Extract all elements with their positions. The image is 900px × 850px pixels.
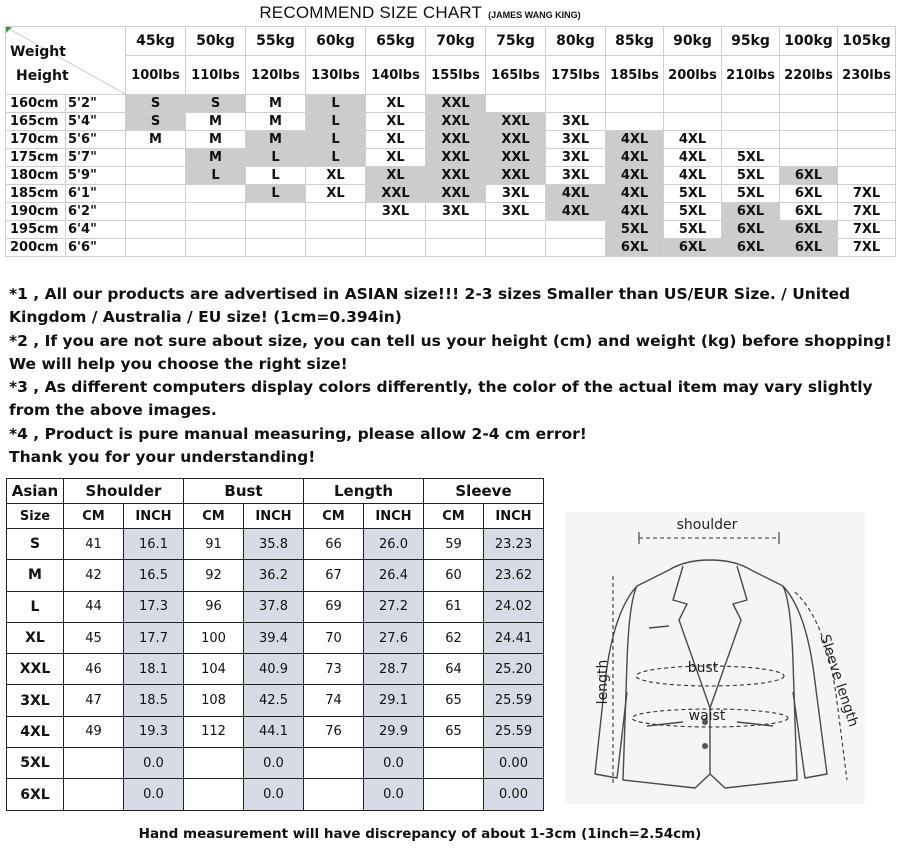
weight-kg-header: 60kg (306, 27, 366, 56)
size-cell: 4XL (664, 131, 722, 149)
note-thanks: Thank you for your understanding! (9, 448, 316, 467)
size-cell (838, 95, 896, 113)
size-cell (126, 203, 186, 221)
measure-value-cell: 47 (64, 685, 124, 716)
height-header: Height (16, 68, 69, 84)
size-cell: 3XL (486, 203, 546, 221)
size-cell (606, 113, 664, 131)
weight-lbs-header: 130lbs (306, 56, 366, 95)
size-cell: XL (366, 113, 426, 131)
size-cell: M (186, 131, 246, 149)
weight-lbs-header: 140lbs (366, 56, 426, 95)
size-cell: 6XL (722, 203, 780, 221)
size-cell (306, 221, 366, 239)
weight-lbs-header: 210lbs (722, 56, 780, 95)
measure-value-cell (304, 779, 364, 810)
measure-value-cell: 0.0 (124, 779, 184, 810)
unit-inch-header: INCH (484, 504, 544, 529)
measure-value-cell (64, 779, 124, 810)
size-cell (126, 239, 186, 257)
size-cell: L (306, 149, 366, 167)
measure-value-cell: 0.0 (124, 748, 184, 779)
table-row (7, 716, 544, 747)
size-cell (186, 185, 246, 203)
size-cell: 5XL (664, 203, 722, 221)
size-cell (838, 113, 896, 131)
diagram-background (565, 512, 865, 804)
asian-size-cell: 3XL (7, 685, 64, 716)
measure-value-cell: 24.41 (484, 622, 544, 653)
size-cell: 4XL (606, 167, 664, 185)
table-corner-header (6, 27, 126, 95)
measure-value-cell: 28.7 (364, 654, 424, 685)
size-cell (722, 131, 780, 149)
weight-kg-header: 65kg (366, 27, 426, 56)
size-cell (546, 221, 606, 239)
weight-lbs-header: 100lbs (126, 56, 186, 95)
size-cell: 4XL (546, 185, 606, 203)
measure-value-cell: 42 (64, 560, 124, 591)
size-cell: M (246, 113, 306, 131)
table-row (6, 95, 896, 113)
measure-value-cell: 104 (184, 654, 244, 685)
height-cm-cell: 185cm (6, 185, 66, 203)
weight-kg-header: 90kg (664, 27, 722, 56)
size-cell: XXL (426, 131, 486, 149)
weight-kg-header: 85kg (606, 27, 664, 56)
size-cell: L (246, 185, 306, 203)
measure-value-cell: 29.9 (364, 716, 424, 747)
size-cell: XL (366, 149, 426, 167)
size-cell (426, 221, 486, 239)
measure-group-header: Sleeve (424, 479, 544, 504)
height-cm-cell: 165cm (6, 113, 66, 131)
size-cell: 3XL (546, 149, 606, 167)
measure-value-cell (304, 748, 364, 779)
measure-value-cell: 59 (424, 529, 484, 560)
measure-value-cell: 66 (304, 529, 364, 560)
weight-lbs-header: 120lbs (246, 56, 306, 95)
note-1: *1 , All our products are advertised in ASIAN size!!! 2-3 sizes Smaller than US/EUR Size. / United Kingdom / Australia / EU size! (1cm=0.394in) (9, 285, 851, 327)
measure-value-cell: 69 (304, 591, 364, 622)
size-cell: 7XL (838, 221, 896, 239)
size-cell: XXL (426, 185, 486, 203)
measure-value-cell: 0.0 (364, 748, 424, 779)
size-cell: 5XL (664, 221, 722, 239)
asian-size-cell: XL (7, 622, 64, 653)
size-cell: 5XL (606, 221, 664, 239)
measure-group-header: Length (304, 479, 424, 504)
size-cell: S (186, 95, 246, 113)
size-cell (246, 203, 306, 221)
size-cell: 7XL (838, 203, 896, 221)
size-cell (306, 239, 366, 257)
size-cell (486, 239, 546, 257)
size-cell (838, 131, 896, 149)
size-cell (186, 239, 246, 257)
measure-value-cell: 44 (64, 591, 124, 622)
table-row (6, 131, 896, 149)
size-cell (546, 239, 606, 257)
note-3: *3 , As different computers display colors differently, the color of the actual item may vary slightly from the above images. (9, 378, 873, 420)
unit-cm-header: CM (304, 504, 364, 529)
weight-kg-header: 70kg (426, 27, 486, 56)
size-cell: 6XL (664, 239, 722, 257)
size-cell: 6XL (780, 239, 838, 257)
height-cm-cell: 195cm (6, 221, 66, 239)
height-cm-cell: 190cm (6, 203, 66, 221)
label-length: length (595, 659, 611, 705)
table-row (6, 203, 896, 221)
table-row (7, 748, 544, 779)
measure-value-cell: 65 (424, 685, 484, 716)
asian-size-cell: 5XL (7, 748, 64, 779)
measure-value-cell (424, 748, 484, 779)
measure-value-cell: 41 (64, 529, 124, 560)
unit-inch-header: INCH (124, 504, 184, 529)
height-ft-cell: 5'4" (66, 113, 126, 131)
measure-value-cell: 44.1 (244, 716, 304, 747)
size-cell: L (246, 149, 306, 167)
note-2: *2 , If you are not sure about size, you can tell us your height (cm) and weight (kg) before shopping! We will help you choose the right size! (9, 331, 892, 373)
measure-value-cell: 26.0 (364, 529, 424, 560)
measure-value-cell: 49 (64, 716, 124, 747)
size-cell: 3XL (546, 113, 606, 131)
size-cell (126, 167, 186, 185)
height-ft-cell: 6'4" (66, 221, 126, 239)
measure-value-cell: 112 (184, 716, 244, 747)
table-row (7, 654, 544, 685)
size-cell: 4XL (546, 203, 606, 221)
measure-value-cell (184, 779, 244, 810)
unit-cm-header: CM (64, 504, 124, 529)
measure-value-cell: 16.1 (124, 529, 184, 560)
measure-value-cell: 18.1 (124, 654, 184, 685)
jacket-measurement-diagram (565, 512, 865, 804)
height-ft-cell: 5'9" (66, 167, 126, 185)
size-cell (780, 95, 838, 113)
weight-lbs-header: 155lbs (426, 56, 486, 95)
size-cell: L (186, 167, 246, 185)
size-cell: 3XL (366, 203, 426, 221)
size-cell (606, 95, 664, 113)
size-notes (9, 283, 894, 469)
size-cell (838, 149, 896, 167)
asian-size-cell: XXL (7, 654, 64, 685)
size-cell (366, 239, 426, 257)
label-sleeve-length: Sleeve length (816, 632, 862, 729)
size-cell (306, 203, 366, 221)
measure-value-cell: 62 (424, 622, 484, 653)
measure-value-cell: 25.59 (484, 716, 544, 747)
measure-value-cell (424, 779, 484, 810)
asian-size-cell: 4XL (7, 716, 64, 747)
size-cell: XXL (426, 113, 486, 131)
weight-kg-header: 100kg (780, 27, 838, 56)
size-cell (126, 149, 186, 167)
size-cell: M (246, 131, 306, 149)
measure-value-cell: 76 (304, 716, 364, 747)
measure-value-cell: 37.8 (244, 591, 304, 622)
height-ft-cell: 5'2" (66, 95, 126, 113)
table-row (7, 591, 544, 622)
size-cell (664, 95, 722, 113)
label-shoulder: shoulder (676, 517, 738, 533)
unit-cm-header: CM (424, 504, 484, 529)
size-cell (126, 185, 186, 203)
size-cell: 3XL (546, 167, 606, 185)
size-cell: 4XL (606, 203, 664, 221)
size-recommendation-table (5, 26, 896, 257)
size-cell (186, 221, 246, 239)
chart-title-brand: (JAMES WANG KING) (488, 10, 581, 20)
size-cell: S (126, 95, 186, 113)
weight-lbs-header: 185lbs (606, 56, 664, 95)
measure-value-cell: 17.3 (124, 591, 184, 622)
measure-value-cell: 0.00 (484, 779, 544, 810)
measure-value-cell: 18.5 (124, 685, 184, 716)
size-cell: XXL (486, 113, 546, 131)
size-cell: 4XL (664, 149, 722, 167)
measure-value-cell: 100 (184, 622, 244, 653)
table-row (7, 779, 544, 810)
size-cell (722, 113, 780, 131)
measure-value-cell: 108 (184, 685, 244, 716)
measure-value-cell: 16.5 (124, 560, 184, 591)
measure-value-cell: 65 (424, 716, 484, 747)
height-cm-cell: 170cm (6, 131, 66, 149)
chart-title (0, 3, 840, 23)
measure-value-cell: 23.62 (484, 560, 544, 591)
measure-value-cell: 0.0 (364, 779, 424, 810)
size-cell: M (186, 113, 246, 131)
size-cell: M (186, 149, 246, 167)
measure-value-cell: 29.1 (364, 685, 424, 716)
weight-header: Weight (10, 44, 66, 60)
measure-group-header: Shoulder (64, 479, 184, 504)
size-cell: XXL (486, 131, 546, 149)
measure-value-cell: 45 (64, 622, 124, 653)
size-cell (838, 167, 896, 185)
size-cell (186, 203, 246, 221)
weight-kg-header: 45kg (126, 27, 186, 56)
size-cell: M (246, 95, 306, 113)
measure-value-cell (64, 748, 124, 779)
height-cm-cell: 200cm (6, 239, 66, 257)
weight-lbs-header: 110lbs (186, 56, 246, 95)
size-cell (246, 221, 306, 239)
measure-value-cell (184, 748, 244, 779)
weight-lbs-header: 165lbs (486, 56, 546, 95)
measure-value-cell: 0.0 (244, 779, 304, 810)
weight-lbs-header: 175lbs (546, 56, 606, 95)
size-cell: XXL (366, 185, 426, 203)
size-cell: XL (366, 131, 426, 149)
measure-value-cell: 39.4 (244, 622, 304, 653)
size-cell: XXL (426, 149, 486, 167)
height-ft-cell: 5'7" (66, 149, 126, 167)
table-row (6, 221, 896, 239)
size-cell (780, 131, 838, 149)
size-cell: 4XL (606, 131, 664, 149)
size-cell (664, 113, 722, 131)
measure-value-cell: 40.9 (244, 654, 304, 685)
measure-value-cell: 96 (184, 591, 244, 622)
measure-value-cell: 25.59 (484, 685, 544, 716)
label-bust: bust (687, 660, 719, 676)
unit-cm-header: CM (184, 504, 244, 529)
size-cell (546, 95, 606, 113)
size-cell: L (306, 95, 366, 113)
measure-value-cell: 24.02 (484, 591, 544, 622)
size-cell (486, 221, 546, 239)
height-cm-cell: 180cm (6, 167, 66, 185)
size-cell: 5XL (722, 185, 780, 203)
weight-kg-header: 80kg (546, 27, 606, 56)
size-cell (780, 149, 838, 167)
size-cell: 3XL (426, 203, 486, 221)
asian-size-cell: S (7, 529, 64, 560)
table-row (6, 185, 896, 203)
size-cell (246, 239, 306, 257)
weight-lbs-header: 230lbs (838, 56, 896, 95)
measure-group-header: Bust (184, 479, 304, 504)
measure-value-cell: 64 (424, 654, 484, 685)
size-cell: 4XL (606, 149, 664, 167)
size-cell: XXL (426, 95, 486, 113)
height-ft-cell: 6'6" (66, 239, 126, 257)
size-cell: XXL (426, 167, 486, 185)
measure-value-cell: 36.2 (244, 560, 304, 591)
height-cm-cell: 175cm (6, 149, 66, 167)
size-cell: 6XL (722, 239, 780, 257)
size-cell (780, 113, 838, 131)
size-cell: 7XL (838, 239, 896, 257)
measure-value-cell: 35.8 (244, 529, 304, 560)
measurement-table (6, 478, 544, 811)
corner-marker (6, 27, 12, 33)
size-cell: L (246, 167, 306, 185)
size-cell: M (126, 131, 186, 149)
measure-value-cell: 67 (304, 560, 364, 591)
weight-kg-header: 50kg (186, 27, 246, 56)
height-ft-cell: 6'2" (66, 203, 126, 221)
measure-value-cell: 17.7 (124, 622, 184, 653)
measure-value-cell: 73 (304, 654, 364, 685)
size-cell: 3XL (486, 185, 546, 203)
chart-title-main: RECOMMEND SIZE CHART (259, 3, 483, 22)
measure-value-cell: 23.23 (484, 529, 544, 560)
table-row (6, 239, 896, 257)
measure-value-cell: 27.6 (364, 622, 424, 653)
size-cell: 6XL (606, 239, 664, 257)
size-cell: 4XL (606, 185, 664, 203)
size-cell: 5XL (722, 149, 780, 167)
measure-value-cell: 26.4 (364, 560, 424, 591)
measure-value-cell: 74 (304, 685, 364, 716)
measure-value-cell: 27.2 (364, 591, 424, 622)
height-ft-cell: 5'6" (66, 131, 126, 149)
size-cell: 3XL (546, 131, 606, 149)
asian-size-cell: 6XL (7, 779, 64, 810)
table-row (6, 113, 896, 131)
size-cell (126, 221, 186, 239)
weight-kg-header: 105kg (838, 27, 896, 56)
table-row (7, 622, 544, 653)
size-cell: XXL (486, 149, 546, 167)
size-cell: 6XL (722, 221, 780, 239)
weight-kg-header: 75kg (486, 27, 546, 56)
measure-value-cell: 60 (424, 560, 484, 591)
size-cell: 6XL (780, 167, 838, 185)
table-row (6, 167, 896, 185)
height-cm-cell: 160cm (6, 95, 66, 113)
size-cell (426, 239, 486, 257)
weight-kg-header: 55kg (246, 27, 306, 56)
size-cell: XL (306, 167, 366, 185)
measure-value-cell: 25.20 (484, 654, 544, 685)
asian-size-cell: M (7, 560, 64, 591)
size-cell: L (306, 113, 366, 131)
measure-value-cell: 0.0 (244, 748, 304, 779)
table-row (7, 560, 544, 591)
asian-size-cell: L (7, 591, 64, 622)
measure-value-cell: 91 (184, 529, 244, 560)
measure-value-cell: 70 (304, 622, 364, 653)
height-ft-cell: 6'1" (66, 185, 126, 203)
size-cell (366, 221, 426, 239)
unit-inch-header: INCH (364, 504, 424, 529)
size-cell: 4XL (664, 167, 722, 185)
unit-inch-header: INCH (244, 504, 304, 529)
table-row (7, 529, 544, 560)
measure-value-cell: 61 (424, 591, 484, 622)
note-4: *4 , Product is pure manual measuring, please allow 2-4 cm error! (9, 424, 587, 443)
size-cell: XXL (486, 167, 546, 185)
size-header: Size (7, 504, 64, 529)
size-cell: 6XL (780, 185, 838, 203)
weight-kg-header: 95kg (722, 27, 780, 56)
measure-value-cell: 42.5 (244, 685, 304, 716)
size-cell: 5XL (664, 185, 722, 203)
table-row (7, 685, 544, 716)
size-cell: XL (366, 95, 426, 113)
size-cell: S (126, 113, 186, 131)
measure-value-cell: 0.00 (484, 748, 544, 779)
size-cell: 6XL (780, 221, 838, 239)
weight-lbs-header: 200lbs (664, 56, 722, 95)
measure-value-cell: 19.3 (124, 716, 184, 747)
size-cell: XL (306, 185, 366, 203)
jacket-button-2 (702, 743, 708, 749)
size-cell (722, 95, 780, 113)
size-cell: XL (366, 167, 426, 185)
size-cell: 5XL (722, 167, 780, 185)
table-row (6, 149, 896, 167)
footer-note: Hand measurement will have discrepancy of about 1-3cm (1inch=2.54cm) (138, 826, 702, 842)
size-cell: 6XL (780, 203, 838, 221)
label-waist: waist (688, 708, 726, 724)
size-cell: L (306, 131, 366, 149)
measure-value-cell: 46 (64, 654, 124, 685)
asian-header: Asian (7, 479, 64, 504)
size-cell: 7XL (838, 185, 896, 203)
measure-value-cell: 92 (184, 560, 244, 591)
weight-lbs-header: 220lbs (780, 56, 838, 95)
size-cell (486, 95, 546, 113)
